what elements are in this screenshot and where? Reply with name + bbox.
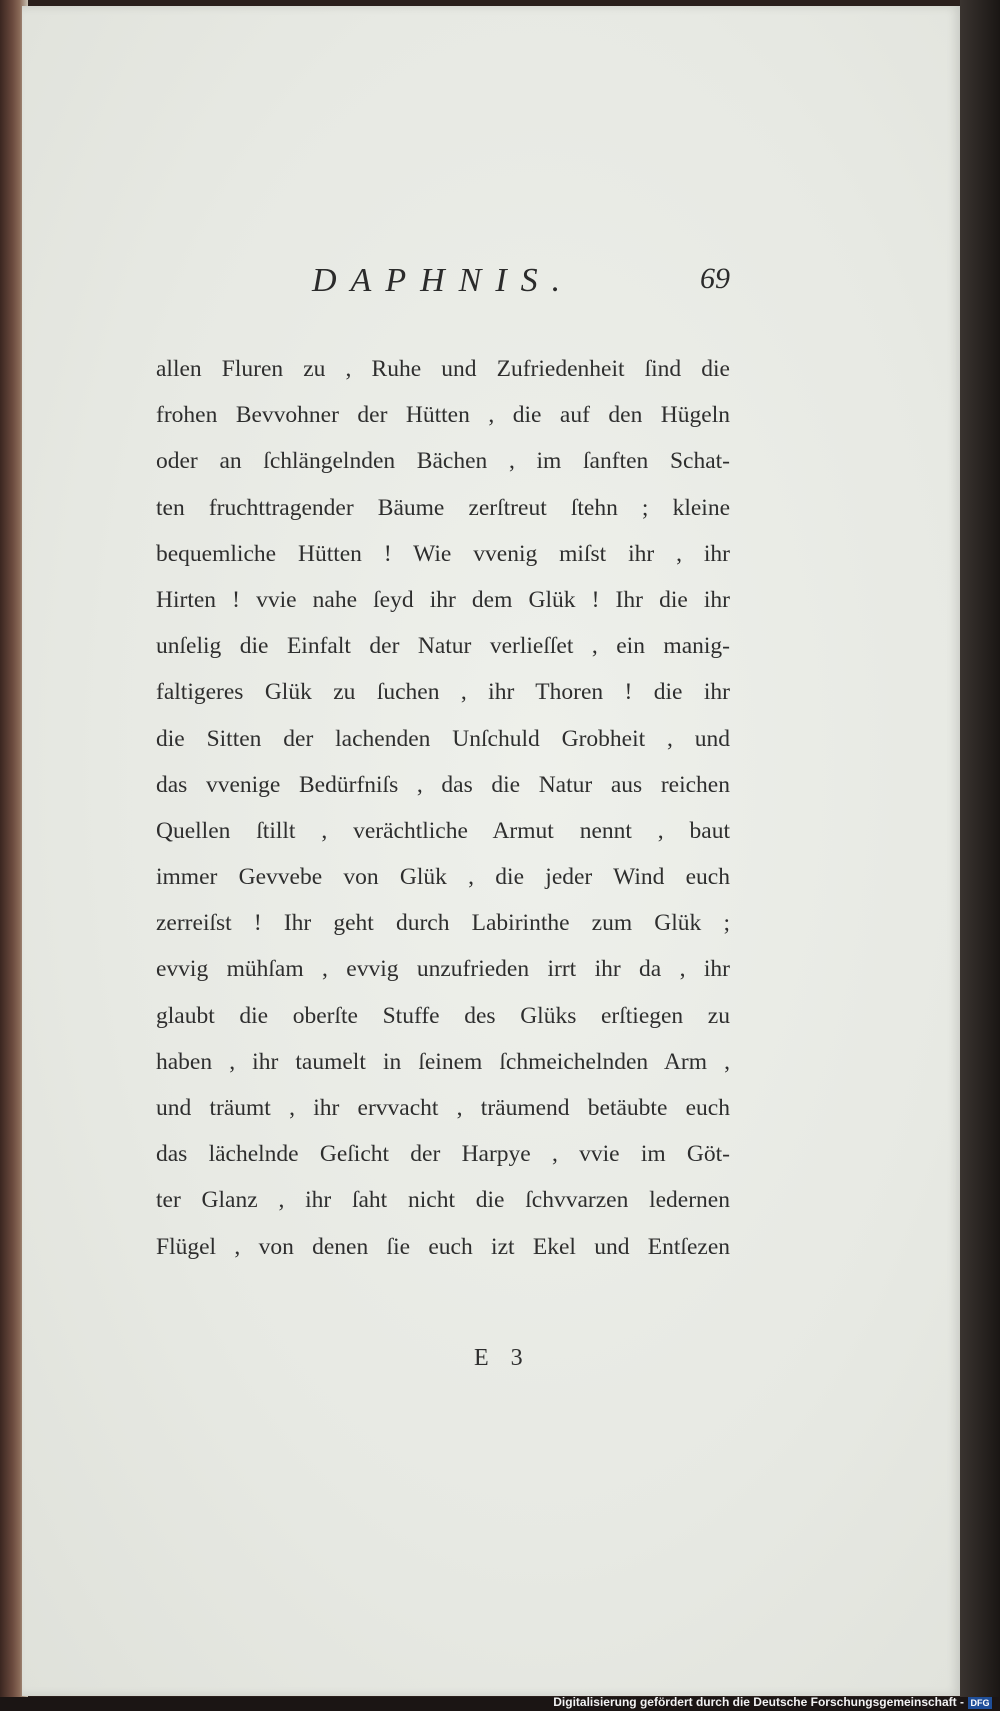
text-line: ter Glanz , ihr ſaht nicht die ſchvvarzen ledernen [156, 1187, 730, 1214]
text-line: glaubt die oberſte Stuffe des Glüks erſtiegen zu [156, 1002, 730, 1029]
text-line: immer Gevvebe von Glük , die jeder Wind euch [156, 864, 730, 891]
dfg-logo-icon: DFG [968, 1697, 992, 1709]
text-line: evvig mühſam , evvig unzufrieden irrt ihr da , ihr [156, 956, 730, 983]
text-line: frohen Bevvohner der Hütten , die auf den Hügeln [156, 402, 730, 429]
page-header [290, 262, 730, 312]
text-line: die Sitten der lachenden Unſchuld Grobheit , und [156, 725, 730, 752]
text-line: ten fruchttragender Bäume zerſtreut ſtehn ; kleine [156, 494, 730, 521]
text-line: Flügel , von denen ſie euch izt Ekel und Entſezen [156, 1233, 730, 1260]
text-line: das lächelnde Geſicht der Harpye , vvie im Göt- [156, 1141, 730, 1168]
text-line: und träumt , ihr ervvacht , träumend betäubte euch [156, 1095, 730, 1121]
text-line: bequemliche Hütten ! Wie vvenig miſst ihr , ihr [156, 540, 730, 567]
text-line: faltigeres Glük zu ſuchen , ihr Thoren ! die ihr [156, 679, 730, 706]
text-line: allen Fluren zu , Ruhe und Zufriedenheit ſind die [156, 356, 730, 382]
book-edge-right [960, 0, 1000, 1700]
text-line: haben , ihr taumelt in ſeinem ſchmeichelnden Arm , [156, 1048, 730, 1075]
text-line: oder an ſchlängelnden Bächen , im ſanften Schat- [156, 448, 730, 475]
text-line: zerreiſst ! Ihr geht durch Labirinthe zum Glük ; [156, 910, 730, 937]
text-line: Quellen ſtillt , verächtliche Armut nennt , baut [156, 817, 730, 844]
running-title: DAPHNIS. [312, 262, 575, 299]
signature-mark: E 3 [474, 1345, 531, 1371]
page-number: 69 [700, 262, 730, 295]
body-text [156, 346, 730, 1270]
text-line: Hirten ! vvie nahe ſeyd ihr dem Glük ! Ihr die ihr [156, 586, 730, 613]
footer-credit: Digitalisierung gefördert durch die Deutsche Forschungsgemeinschaft - [553, 1695, 964, 1709]
text-line: das vvenige Bedürfniſs , das die Natur aus reichen [156, 771, 730, 798]
text-line: unſelig die Einfalt der Natur verlieſſet , ein manig- [156, 633, 730, 660]
